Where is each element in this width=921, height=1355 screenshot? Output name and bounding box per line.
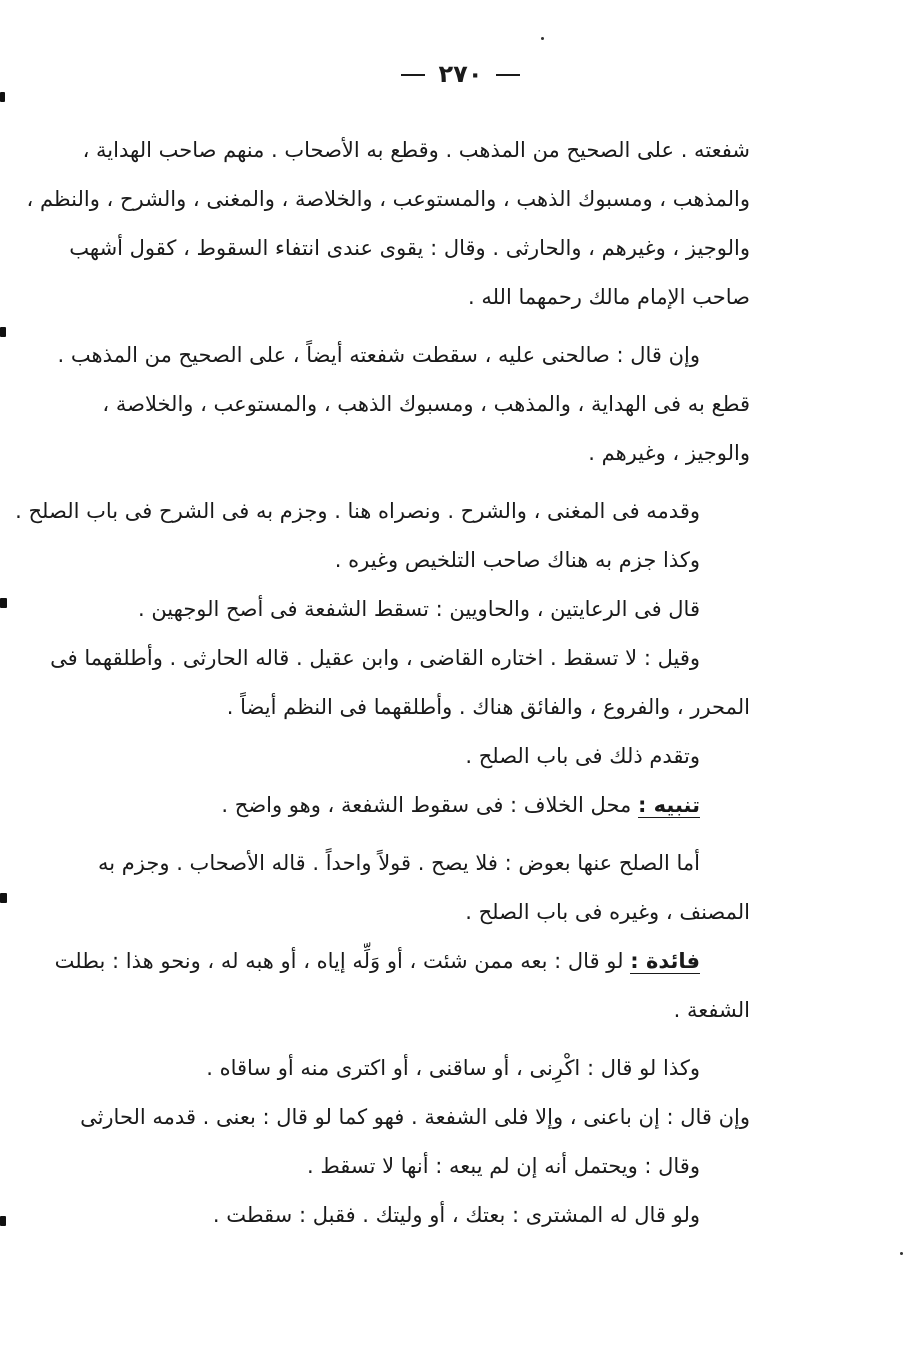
header-dash-right bbox=[496, 74, 520, 76]
note-line bbox=[104, 781, 750, 830]
scan-edge-mark bbox=[0, 327, 6, 337]
text-line: وكذا جزم به هناك صاحب التلخيص وغيره . bbox=[334, 548, 700, 572]
text-line: وإن قال : إن باعنى ، وإلا فلى الشفعة . فهو كما لو قال : بعنى . قدمه الحارثى bbox=[80, 1105, 750, 1129]
text-line: أما الصلح عنها بعوض : فلا يصح . قولاً واحداً . قاله الأصحاب . وجزم به bbox=[98, 851, 700, 875]
text-line: وقدمه فى المغنى ، والشرح . ونصراه هنا . وجزم به فى الشرح فى باب الصلح . bbox=[15, 499, 700, 523]
scan-edge-mark bbox=[0, 92, 5, 102]
text-line: المصنف ، وغيره فى باب الصلح . bbox=[465, 900, 750, 924]
faida-term: فائدة : bbox=[630, 949, 700, 973]
text-line: ولو قال له المشترى : بعتك ، أو وليتك . فقبل : سقطت . bbox=[212, 1203, 700, 1227]
text-line: والوجيز ، وغيرهم . bbox=[588, 441, 750, 465]
text-line: وقيل : لا تسقط . اختاره القاضى ، وابن عقيل . قاله الحارثى . وأطلقهما فى bbox=[50, 646, 700, 670]
body-text bbox=[15, 126, 750, 1240]
text-line: قال فى الرعايتين ، والحاويين : تسقط الشفعة فى أصح الوجهين . bbox=[137, 597, 700, 621]
text-line: وتقدم ذلك فى باب الصلح . bbox=[465, 744, 700, 768]
faida-text: لو قال : بعه ممن شئت ، أو وَلِّه إياه ، أو هبه له ، ونحو هذا : بطلت bbox=[54, 949, 624, 973]
text-line: وقال : ويحتمل أنه إن لم يبعه : أنها لا تسقط . bbox=[306, 1154, 700, 1178]
text-line: صاحب الإمام مالك رحمهما الله . bbox=[467, 285, 750, 309]
text-line: شفعته . على الصحيح من المذهب . وقطع به الأصحاب . منهم صاحب الهداية ، bbox=[82, 138, 750, 162]
text-line: والمذهب ، ومسبوك الذهب ، والمستوعب ، والخلاصة ، والمغنى ، والشرح ، والنظم ، bbox=[26, 187, 750, 211]
faida-line bbox=[54, 937, 750, 986]
text-line: والوجيز ، وغيرهم ، والحارثى . وقال : يقوى عندى انتفاء السقوط ، كقول أشهب bbox=[69, 236, 750, 260]
header-dash-left bbox=[401, 74, 425, 76]
text-line: وكذا لو قال : اكْرِنى ، أو ساقنى ، أو اكترى منه أو ساقاه . bbox=[206, 1056, 700, 1080]
scan-speck bbox=[900, 1252, 903, 1255]
scan-edge-mark bbox=[0, 598, 7, 608]
scan-speck bbox=[541, 37, 544, 40]
note-text: محل الخلاف : فى سقوط الشفعة ، وهو واضح . bbox=[221, 793, 632, 817]
tanbih-term: تنبيه : bbox=[637, 793, 700, 817]
text-line: المحرر ، والفروع ، والفائق هناك . وأطلقهما فى النظم أيضاً . bbox=[226, 695, 750, 719]
text-line: وإن قال : صالحنى عليه ، سقطت شفعته أيضاً ، على الصحيح من المذهب . bbox=[57, 343, 700, 367]
scan-edge-mark bbox=[0, 1216, 6, 1226]
text-line: قطع به فى الهداية ، والمذهب ، ومسبوك الذهب ، والمستوعب ، والخلاصة ، bbox=[102, 392, 750, 416]
text-line: الشفعة . bbox=[673, 998, 750, 1022]
page-number: ٢٧٠ bbox=[438, 60, 483, 88]
scan-edge-mark bbox=[0, 893, 7, 903]
page-header bbox=[0, 60, 921, 88]
